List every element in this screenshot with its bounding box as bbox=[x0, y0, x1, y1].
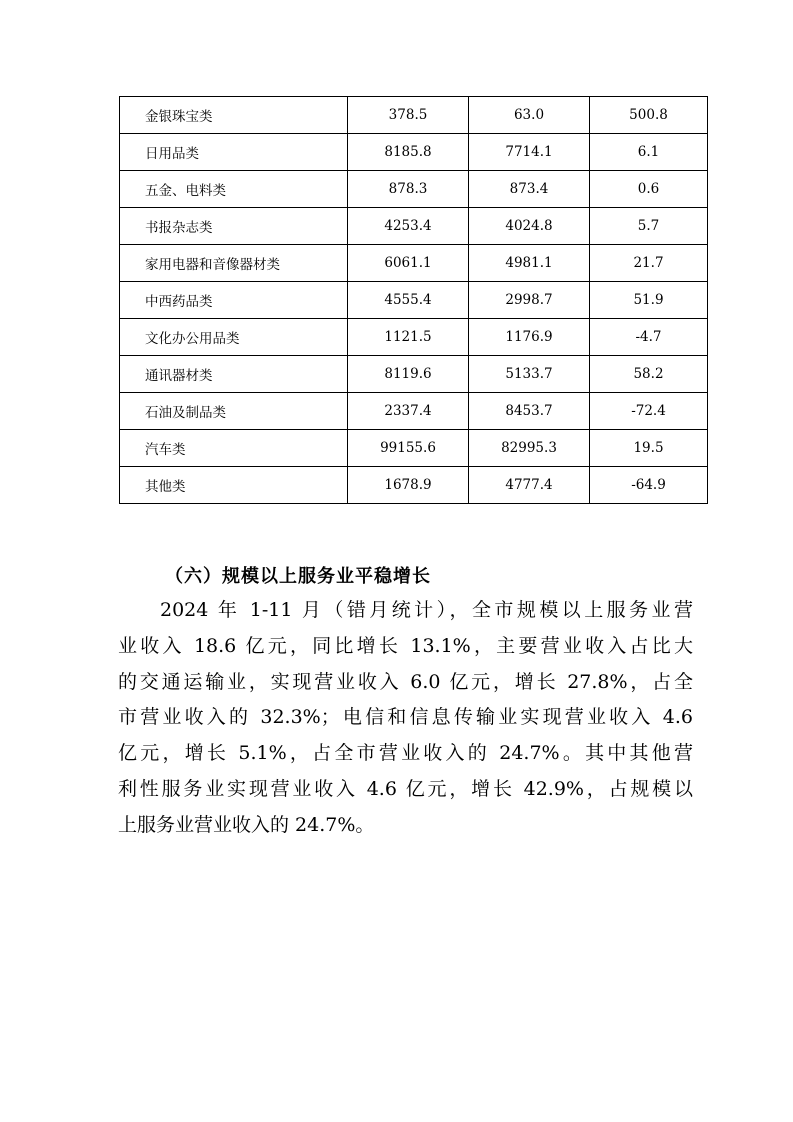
value-cell-1: 1121.5 bbox=[348, 319, 469, 356]
value-cell-2: 63.0 bbox=[469, 97, 590, 134]
paragraph-line: 利性服务业实现营业收入 4.6 亿元，增长 42.9%，占规模以 bbox=[118, 777, 693, 800]
table-row bbox=[120, 208, 708, 245]
category-name-cell: 文化办公用品类 bbox=[120, 319, 348, 356]
paragraph-line: 市营业收入的 32.3%；电信和信息传输业实现营业收入 4.6 bbox=[118, 706, 693, 729]
table-row bbox=[120, 97, 708, 134]
value-cell-1: 4555.4 bbox=[348, 282, 469, 319]
value-cell-1: 8185.8 bbox=[348, 134, 469, 171]
growth-cell: 58.2 bbox=[590, 356, 708, 393]
growth-cell: 21.7 bbox=[590, 245, 708, 282]
value-cell-2: 873.4 bbox=[469, 171, 590, 208]
table-row bbox=[120, 282, 708, 319]
table-row bbox=[120, 245, 708, 282]
value-cell-1: 1678.9 bbox=[348, 467, 469, 504]
category-name-cell: 五金、电料类 bbox=[120, 171, 348, 208]
value-cell-2: 7714.1 bbox=[469, 134, 590, 171]
paragraph-line: 上服务业营业收入的 24.7%。 bbox=[118, 813, 375, 836]
value-cell-2: 4981.1 bbox=[469, 245, 590, 282]
value-cell-1: 6061.1 bbox=[348, 245, 469, 282]
retail-category-table bbox=[119, 96, 708, 504]
value-cell-2: 8453.7 bbox=[469, 393, 590, 430]
body-paragraph bbox=[118, 593, 693, 844]
value-cell-1: 4253.4 bbox=[348, 208, 469, 245]
value-cell-2: 4024.8 bbox=[469, 208, 590, 245]
growth-cell: 51.9 bbox=[590, 282, 708, 319]
table-body bbox=[120, 97, 708, 504]
value-cell-1: 99155.6 bbox=[348, 430, 469, 467]
value-cell-2: 1176.9 bbox=[469, 319, 590, 356]
value-cell-2: 5133.7 bbox=[469, 356, 590, 393]
growth-cell: 0.6 bbox=[590, 171, 708, 208]
value-cell-2: 82995.3 bbox=[469, 430, 590, 467]
growth-cell: 19.5 bbox=[590, 430, 708, 467]
growth-cell: -4.7 bbox=[590, 319, 708, 356]
growth-cell: 500.8 bbox=[590, 97, 708, 134]
category-name-cell: 汽车类 bbox=[120, 430, 348, 467]
paragraph-line: 的交通运输业，实现营业收入 6.0 亿元，增长 27.8%，占全 bbox=[118, 670, 693, 693]
category-name-cell: 日用品类 bbox=[120, 134, 348, 171]
growth-cell: 6.1 bbox=[590, 134, 708, 171]
growth-cell: 5.7 bbox=[590, 208, 708, 245]
value-cell-1: 378.5 bbox=[348, 97, 469, 134]
table-row bbox=[120, 430, 708, 467]
paragraph-line: 亿元，增长 5.1%，占全市营业收入的 24.7%。其中其他营 bbox=[118, 742, 693, 765]
table-row bbox=[120, 319, 708, 356]
category-name-cell: 石油及制品类 bbox=[120, 393, 348, 430]
value-cell-2: 4777.4 bbox=[469, 467, 590, 504]
value-cell-1: 8119.6 bbox=[348, 356, 469, 393]
value-cell-2: 2998.7 bbox=[469, 282, 590, 319]
category-name-cell: 通讯器材类 bbox=[120, 356, 348, 393]
value-cell-1: 878.3 bbox=[348, 171, 469, 208]
paragraph-line: 业收入 18.6 亿元，同比增长 13.1%，主要营业收入占比大 bbox=[118, 634, 693, 657]
growth-cell: -64.9 bbox=[590, 467, 708, 504]
table-row bbox=[120, 134, 708, 171]
category-name-cell: 其他类 bbox=[120, 467, 348, 504]
category-name-cell: 金银珠宝类 bbox=[120, 97, 348, 134]
category-name-cell: 家用电器和音像器材类 bbox=[120, 245, 348, 282]
category-name-cell: 书报杂志类 bbox=[120, 208, 348, 245]
value-cell-1: 2337.4 bbox=[348, 393, 469, 430]
paragraph-line: 2024 年 1-11 月（错月统计），全市规模以上服务业营 bbox=[160, 599, 693, 621]
growth-cell: -72.4 bbox=[590, 393, 708, 430]
category-name-cell: 中西药品类 bbox=[120, 282, 348, 319]
table-row bbox=[120, 393, 708, 430]
table-row bbox=[120, 356, 708, 393]
table-row bbox=[120, 467, 708, 504]
table-row bbox=[120, 171, 708, 208]
section-heading: （六）规模以上服务业平稳增长 bbox=[165, 566, 431, 587]
